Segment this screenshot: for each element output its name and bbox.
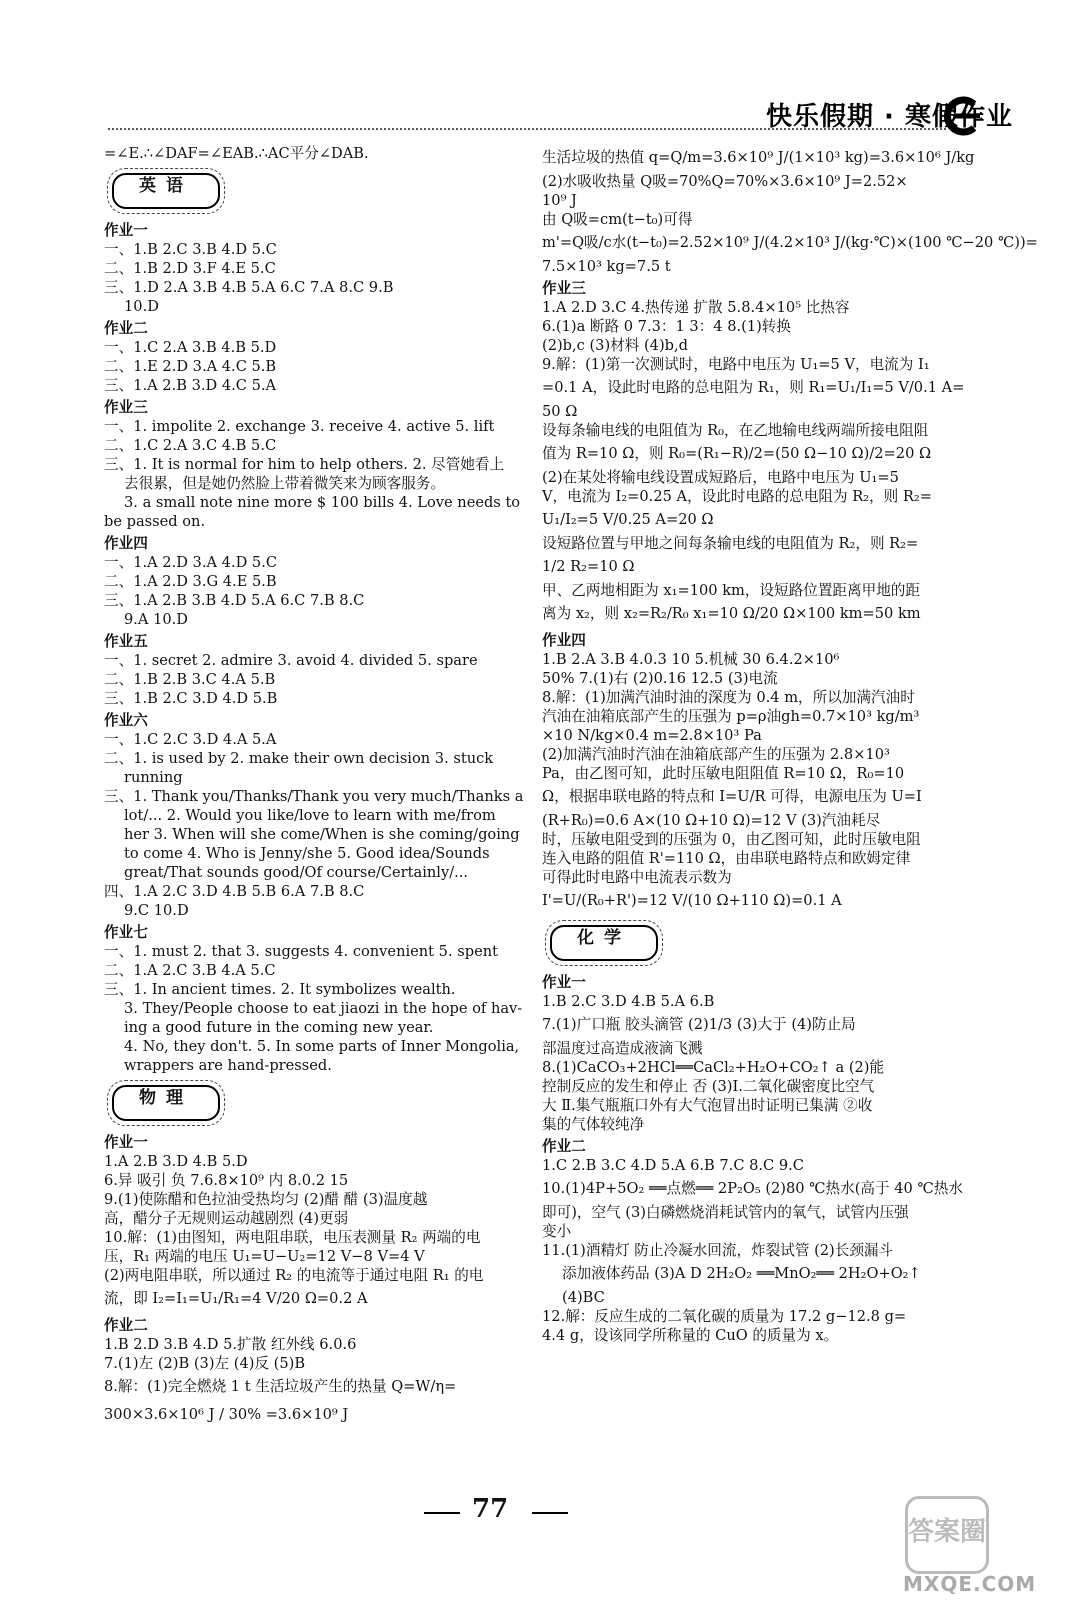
assignment-heading: 作业一 — [104, 222, 148, 239]
answer-line: 3. a small note nine more $ 100 bills 4. Love needs to — [124, 494, 521, 511]
answer-line: her 3. When will she come/When is she coming/going — [124, 826, 520, 843]
section-physics-heading: 物理 — [106, 1079, 226, 1125]
answer-line: 即可)，空气 (3)白磷燃烧消耗试管内的氧气，试管内压强 — [542, 1204, 909, 1221]
answer-line: 1.A 2.B 3.D 4.B 5.D — [104, 1153, 248, 1170]
answer-line: 生活垃圾的热值 q=Q/m=3.6×10⁹ J/(1×10³ kg)=3.6×10⁶ J/kg — [542, 149, 975, 166]
right-column — [542, 144, 1038, 1345]
answer-line: 50 Ω — [542, 403, 578, 420]
watermark-text: MXQE.COM — [903, 1572, 1037, 1596]
answer-line: (2)b,c (3)材料 (4)b,d — [542, 337, 688, 354]
assignment-heading: 作业三 — [104, 399, 148, 416]
answer-line: 7.(1)广口瓶 胶头滴管 (2)1/3 (3)大于 (4)防止局 — [542, 1016, 856, 1033]
answer-line: 6.(1)a 断路 0 7.3：1 3：4 8.(1)转换 — [542, 318, 791, 335]
answer-line: ×10 N/kg×0.4 m=2.8×10³ Pa — [542, 727, 762, 744]
answer-line: 1.C 2.B 3.C 4.D 5.A 6.B 7.C 8.C 9.C — [542, 1157, 804, 1174]
answer-line: 7.(1)左 (2)B (3)左 (4)反 (5)B — [104, 1355, 306, 1372]
assignment-heading: 作业一 — [542, 974, 586, 991]
answer-line: to come 4. Who is Jenny/she 5. Good idea/Sounds — [124, 845, 490, 862]
answer-line: 高，醋分子无规则运动越剧烈 (4)更弱 — [104, 1210, 349, 1227]
answer-line: 4. No, they don't. 5. In some parts of Inner Mongolia, — [124, 1038, 520, 1055]
answer-line: 8.(1)CaCO₃+2HCl══CaCl₂+H₂O+CO₂↑ a (2)能 — [542, 1059, 885, 1076]
answer-line: 一、1.C 2.C 3.D 4.A 5.A — [104, 731, 277, 748]
answer-line: (4)BC — [562, 1289, 605, 1306]
header-divider — [108, 128, 946, 130]
header-logo-icon — [938, 96, 982, 136]
answer-line: 设短路位置与甲地之间每条输电线的电阻值为 R₂，则 R₂= — [542, 535, 919, 552]
answer-line: 二、1.A 2.D 3.G 4.E 5.B — [104, 573, 277, 590]
answer-line: 时，压敏电阻受到的压强为 0，由乙图可知，此时压敏电阻 — [542, 831, 921, 848]
answer-line: 由 Q吸=cm(t−t₀)可得 — [542, 211, 693, 228]
answer-line: 去很累，但是她仍然脸上带着微笑来为顾客服务。 — [124, 475, 446, 492]
assignment-heading: 作业二 — [104, 320, 148, 337]
answer-line: 变小 — [542, 1223, 572, 1240]
answer-line: Pa，由乙图可知，此时压敏电阻阻值 R=10 Ω，R₀=10 — [542, 765, 905, 782]
page-number-dash-left — [424, 1512, 460, 1514]
answer-line: 三、1. In ancient times. 2. It symbolizes wealth. — [104, 981, 456, 998]
answer-line: 9.解：(1)第一次测试时，电路中电压为 U₁=5 V，电流为 I₁ — [542, 356, 930, 373]
answer-line: =0.1 A，设此时电路的总电阻为 R₁，则 R₁=U₁/I₁=5 V/0.1 A= — [542, 379, 965, 396]
answer-line: 一、1.A 2.D 3.A 4.D 5.C — [104, 554, 278, 571]
answer-line: be passed on. — [104, 513, 206, 530]
answer-line: 10.D — [124, 298, 159, 315]
answer-line: 三、1.A 2.B 3.B 4.D 5.A 6.C 7.B 8.C — [104, 592, 365, 609]
physics-answers-right — [542, 144, 1038, 915]
answer-line: 三、1. Thank you/Thanks/Thank you very much/Thanks a — [104, 788, 524, 805]
answer-line: 一、1. must 2. that 3. suggests 4. convenient 5. spent — [104, 943, 498, 960]
answer-line: =∠E.∴∠DAF=∠EAB.∴AC平分∠DAB. — [104, 145, 369, 162]
answer-line: lot/... 2. Would you like/love to learn with me/from — [124, 807, 496, 824]
answer-line: 二、1. is used by 2. make their own decision 3. stuck — [104, 750, 494, 767]
answer-line: great/That sounds good/Of course/Certainly/... — [124, 864, 469, 881]
answer-line: 8.解：(1)完全燃烧 1 t 生活垃圾产生的热量 Q=W/η= — [104, 1378, 457, 1395]
answer-line: (R+R₀)=0.6 A×(10 Ω+10 Ω)=12 V (3)汽油耗尽 — [542, 812, 881, 829]
answer-line: 3. They/People choose to eat jiaozi in the hope of hav- — [124, 1000, 523, 1017]
assignment-heading: 作业二 — [542, 1138, 586, 1155]
answer-line: 1.B 2.D 3.B 4.D 5.扩散 红外线 6.0.6 — [104, 1336, 357, 1353]
answer-line: 6.异 吸引 负 7.6.8×10⁹ 内 8.0.2 15 — [104, 1172, 349, 1189]
answer-line: 1.A 2.D 3.C 4.热传递 扩散 5.8.4×10⁵ 比热容 — [542, 299, 850, 316]
assignment-heading: 作业一 — [104, 1134, 148, 1151]
assignment-heading: 作业五 — [104, 633, 148, 650]
page-number: 77 — [472, 1494, 509, 1524]
assignment-heading: 作业四 — [542, 632, 586, 649]
answer-line: 可得此时电路中电流表示数为 — [542, 869, 732, 886]
answer-line: 9.(1)使陈醋和色拉油受热均匀 (2)醋 醋 (3)温度越 — [104, 1191, 428, 1208]
answer-line: 值为 R=10 Ω，则 R₀=(R₁−R)/2=(50 Ω−10 Ω)/2=20 Ω — [542, 445, 932, 462]
answer-line: (2)在某处将输电线设置成短路后，电路中电压为 U₁=5 — [542, 469, 899, 486]
answer-line: (2)水吸收热量 Q吸=70%Q=70%×3.6×10⁹ J=2.52× — [542, 173, 908, 190]
answer-line: 1/2 R₂=10 Ω — [542, 558, 635, 575]
watermark-logo: 答案圈 — [905, 1496, 989, 1574]
answer-line: (2)两电阻串联，所以通过 R₂ 的电流等于通过电阻 R₁ 的电 — [104, 1267, 484, 1284]
answer-line: 添加液体药品 (3)A D 2H₂O₂ ══MnO₂══ 2H₂O+O₂↑ — [562, 1265, 921, 1282]
answer-line: 二、1.A 2.C 3.B 4.A 5.C — [104, 962, 276, 979]
answer-line: 4.4 g，设该同学所称量的 CuO 的质量为 x。 — [542, 1327, 839, 1344]
english-answers — [104, 221, 524, 1075]
answer-line: 汽油在油箱底部产生的压强为 p=ρ油gh=0.7×10³ kg/m³ — [542, 708, 920, 725]
answer-line: 一、1.B 2.C 3.B 4.D 5.C — [104, 241, 277, 258]
answer-line: 50% 7.(1)右 (2)0.16 12.5 (3)电流 — [542, 670, 778, 687]
section-chemistry-heading: 化学 — [544, 919, 664, 965]
answer-line: (2)加满汽油时汽油在油箱底部产生的压强为 2.8×10³ — [542, 746, 890, 763]
answer-line: 部温度过高造成液滴飞溅 — [542, 1040, 703, 1057]
answer-line: U₁/I₂=5 V/0.25 A=20 Ω — [542, 511, 714, 528]
answer-line: 三、1.B 2.C 3.D 4.D 5.B — [104, 690, 278, 707]
answer-line: I'=U/(R₀+R')=12 V/(10 Ω+110 Ω)=0.1 A — [542, 892, 842, 909]
answer-line: 二、1.B 2.D 3.F 4.E 5.C — [104, 260, 276, 277]
answer-line: 9.A 10.D — [124, 611, 189, 628]
answer-line: 二、1.E 2.D 3.A 4.C 5.B — [104, 358, 277, 375]
header-title: 快乐假期 · 寒假作业 — [766, 102, 1013, 132]
answer-line: ing a good future in the coming new year. — [124, 1019, 434, 1036]
answer-line: running — [124, 769, 183, 786]
answer-line: 离为 x₂，则 x₂=R₂/R₀ x₁=10 Ω/20 Ω×100 km=50 km — [542, 605, 921, 622]
answer-line: 一、1. impolite 2. exchange 3. receive 4. active 5. lift — [104, 418, 495, 435]
assignment-heading: 作业三 — [542, 280, 586, 297]
left-column — [104, 144, 524, 1429]
answer-line: m'=Q吸/c水(t−t₀)=2.52×10⁹ J/(4.2×10³ J/(kg·℃)×(100 ℃−20 ℃))= — [542, 234, 1038, 251]
answer-line: 三、1.D 2.A 3.B 4.B 5.A 6.C 7.A 8.C 9.B — [104, 279, 394, 296]
answer-line: 一、1.C 2.A 3.B 4.B 5.D — [104, 339, 277, 356]
answer-line: 11.(1)酒精灯 防止冷凝水回流，炸裂试管 (2)长颈漏斗 — [542, 1242, 894, 1259]
answer-line: 设每条输电线的电阻值为 R₀，在乙地输电线两端所接电阻阻 — [542, 422, 929, 439]
answer-line: 1.B 2.C 3.D 4.B 5.A 6.B — [542, 993, 715, 1010]
answer-line: 一、1. secret 2. admire 3. avoid 4. divided 5. spare — [104, 652, 478, 669]
section-english-heading: 英语 — [106, 167, 226, 213]
answer-line: 大 Ⅱ.集气瓶瓶口外有大气泡冒出时证明已集满 ②收 — [542, 1097, 873, 1114]
chemistry-answers — [542, 973, 982, 1345]
answer-line: 二、1.C 2.A 3.C 4.B 5.C — [104, 437, 277, 454]
assignment-heading: 作业二 — [104, 1317, 148, 1334]
page-number-dash-right — [532, 1512, 568, 1514]
assignment-heading: 作业六 — [104, 712, 148, 729]
answer-line: 10.解：(1)由图知，两电阻串联，电压表测量 R₂ 两端的电 — [104, 1229, 481, 1246]
assignment-heading: 作业七 — [104, 924, 148, 941]
answer-line: V，电流为 I₂=0.25 A，设此时电路的总电阻为 R₂，则 R₂= — [542, 488, 932, 505]
answer-line: 7.5×10³ kg=7.5 t — [542, 258, 671, 275]
answer-line: wrappers are hand-pressed. — [124, 1057, 332, 1074]
answer-line: 三、1. It is normal for him to help others. 2. 尽管她看上 — [104, 456, 505, 473]
answer-line: 8.解：(1)加满汽油时油的深度为 0.4 m，所以加满汽油时 — [542, 689, 915, 706]
answer-line: 甲、乙两地相距为 x₁=100 km，设短路位置距离甲地的距 — [542, 582, 920, 599]
answer-line: 9.C 10.D — [124, 902, 189, 919]
answer-line: 控制反应的发生和停止 否 (3)Ⅰ.二氧化碳密度比空气 — [542, 1078, 875, 1095]
answer-line: 300×3.6×10⁶ J / 30% =3.6×10⁹ J — [104, 1406, 349, 1423]
physics-answers-left — [104, 1133, 524, 1429]
answer-line: 四、1.A 2.C 3.D 4.B 5.B 6.A 7.B 8.C — [104, 883, 365, 900]
answer-line: 连入电路的阻值 R'=110 Ω，由串联电路特点和欧姆定律 — [542, 850, 911, 867]
answer-line: 12.解：反应生成的二氧化碳的质量为 17.2 g−12.8 g= — [542, 1308, 907, 1325]
answer-line: Ω，根据串联电路的特点和 I=U/R 可得，电源电压为 U=I — [542, 788, 922, 805]
answer-line: 10⁹ J — [542, 192, 577, 209]
answer-line: 压，R₁ 两端的电压 U₁=U−U₂=12 V−8 V=4 V — [104, 1248, 425, 1265]
answer-line: 三、1.A 2.B 3.D 4.C 5.A — [104, 377, 277, 394]
answer-line: 集的气体较纯净 — [542, 1116, 645, 1133]
answer-line: 流，即 I₂=I₁=U₁/R₁=4 V/20 Ω=0.2 A — [104, 1290, 368, 1307]
assignment-heading: 作业四 — [104, 535, 148, 552]
answer-line: 1.B 2.A 3.B 4.0.3 10 5.机械 30 6.4.2×10⁶ — [542, 651, 840, 668]
answer-line: 10.(1)4P+5O₂ ══点燃══ 2P₂O₅ (2)80 ℃热水(高于 40 ℃热水 — [542, 1180, 963, 1197]
answer-line: 二、1.B 2.B 3.C 4.A 5.B — [104, 671, 276, 688]
